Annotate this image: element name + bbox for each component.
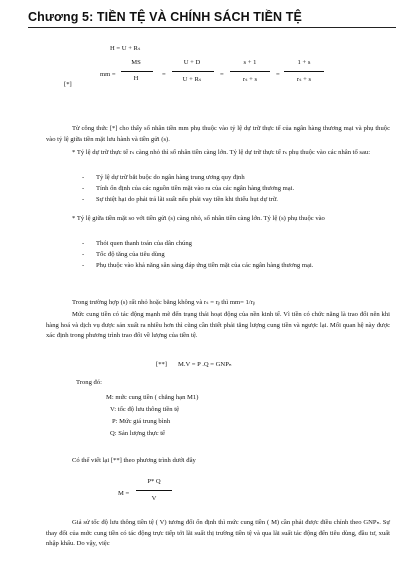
frac4-bar — [284, 71, 324, 72]
where-label: Trong đó: — [76, 379, 102, 386]
frac3-bar — [230, 71, 270, 72]
frac4-den: rₛ + s — [296, 76, 312, 83]
list-item: - Sự thiệt hại do phải trả lãi suất nếu phải vay tiền khi thiếu hụt dự trữ. — [82, 194, 382, 205]
paragraph-7: Giả sử tốc độ lưu thông tiền tệ ( V) tương đối ổn định thì mức cung tiền ( M) cần phải được điều chỉnh theo GNPₙ. Sự thay đổi của mức cung tiền có tác động trực tiếp tới lãi suất thị trường tiền tệ và qua lãi suất tác động đến tiêu dùng, đầu tư, xuất nhập khẩu. Do vậy, việc — [46, 519, 390, 547]
list-item: - Phụ thuộc vào khả năng sẵn sàng đáp ứng tiền mặt của các ngân hàng thương mại. — [82, 260, 390, 271]
eq-2: = — [220, 71, 224, 78]
list-item: - Thói quen thanh toán của dân chúng — [82, 238, 390, 249]
definition-item: V: tốc độ lưu thông tiền tệ — [110, 406, 180, 413]
definition-item: Q: Sản lượng thực tế — [110, 430, 165, 437]
formula-m-num: P* Q — [147, 478, 161, 485]
frac3-num: s + 1 — [243, 59, 257, 66]
frac3-den: rₛ + s — [242, 76, 258, 83]
definition-item: M: mức cung tiền ( chẳng hạn M1) — [106, 394, 199, 401]
frac1-den: H — [133, 75, 139, 82]
paragraph-3: * Tỷ lệ giữa tiền mặt so với tiền gửi (s) càng nhỏ, số nhân tiền càng lớn. Tỷ lệ (s) phụ thuộc vào — [72, 215, 325, 222]
chapter-title: Chương 5: TIỀN TỆ VÀ CHÍNH SÁCH TIỀN TỆ — [28, 10, 302, 24]
frac1-bar — [121, 71, 153, 72]
definition-item: P: Mức giá trung bình — [112, 418, 171, 425]
list-item: - Tỷ lệ dự trữ bắt buộc do ngân hàng trung ương quy định — [82, 172, 382, 183]
formula-mm-lhs: mm = — [100, 71, 116, 78]
paragraph-2: * Tỷ lệ dự trữ thực tế rₛ càng nhỏ thì số nhân tiền càng lớn. Tỷ lệ dự trữ thực tế rₛ phụ thuộc vào các nhân tố sau: — [72, 149, 371, 156]
header-rule — [28, 27, 396, 28]
formula-m-lhs: M = — [118, 490, 130, 497]
formula-tag: [*] — [64, 81, 72, 88]
definitions-list — [106, 392, 198, 440]
frac2-den: U + Rₛ — [182, 76, 202, 83]
list-s-factors — [82, 238, 390, 271]
frac2-num: U + D — [183, 59, 201, 66]
eq-1: = — [162, 71, 166, 78]
paragraph-4: Trong trường hợp (s) rất nhỏ hoặc bằng không và rₛ = rᵦ thì mm= 1/rᵦ — [72, 299, 255, 306]
eq-3: = — [276, 71, 280, 78]
frac4-num: 1 + s — [297, 59, 311, 66]
paragraph-6: Có thể viết lại [**] theo phương trình dưới đây — [72, 457, 196, 464]
list-rs-factors — [82, 172, 382, 205]
formula-h: H = U + Rₛ — [110, 45, 141, 52]
equation-tag: [**] — [156, 361, 167, 368]
formula-m-bar — [136, 490, 172, 491]
frac2-bar — [172, 71, 214, 72]
list-item: - Tính ổn định của các nguồn tiền mặt vào ra của các ngân hàng thương mại. — [82, 183, 382, 194]
paragraph-1: Từ công thức [*] cho thấy số nhân tiền mm phụ thuộc vào tỷ lệ dự trữ thực tế của ngân hàng thương mại và phụ thuộc vào tỷ lệ giữa tiền mặt lưu hành và tiền gửi (s). — [46, 125, 390, 143]
frac1-num: MS — [131, 59, 141, 66]
list-item: - Tốc độ tăng của tiêu dùng — [82, 249, 390, 260]
equation-exchange: M.V = P .Q = GNPₙ — [178, 361, 232, 368]
formula-m-den: V — [151, 495, 157, 502]
paragraph-5: Mức cung tiền có tác động mạnh mẽ đến trạng thái hoạt động của nền kinh tế. Vì tiền có chức năng là trao đổi nên khi hàng hoá và dịch vụ được sản xuất ra nhiều hơn thì cũng cần thiết phải tăng lượng cung tiền và ngược lại. Mối quan hệ này được xác định trong phương trình trao đổi về lượng của tiền tệ. — [46, 311, 390, 339]
